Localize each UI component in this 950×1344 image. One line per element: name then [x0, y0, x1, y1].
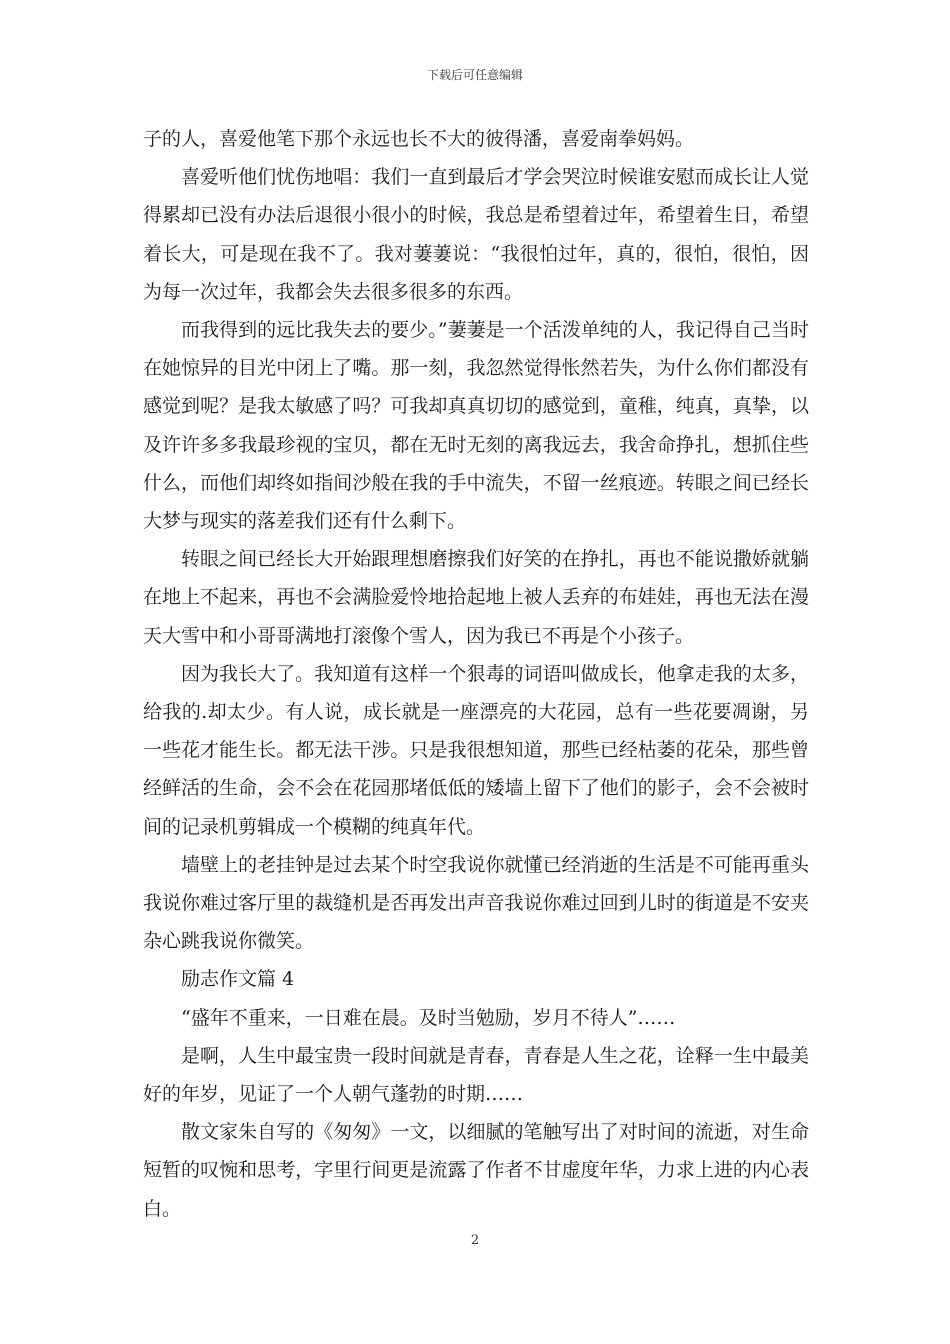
paragraph: “盛年不重来，一日难在晨。及时当勉励，岁月不待人”…… [181, 1006, 676, 1029]
section-heading: 励志作文篇 4 [181, 968, 295, 991]
document-body [143, 120, 809, 1228]
paragraph: 转眼之间已经长大开始跟理想磨擦我们好笑的在挣扎，再也不能说撒娇就躺在地上不起来，再也不会满脸爱怜地拾起地上被人丢弃的布娃娃，再也无法在漫天大雪中和小哥哥满地打滚像个雪人，因为我已不再是个小孩子。 [143, 548, 809, 647]
paragraph: 因为我长大了。我知道有这样一个狠毒的词语叫做成长，他拿走我的太多，给我的.却太少。有人说，成长就是一座漂亮的大花园，总有一些花要凋谢，另一些花才能生长。都无法干涉。只是我很想知道，那些已经枯萎的花朵，那些曾经鲜活的生命，会不会在花园那堵低低的矮墙上留下了他们的影子，会不会被时间的记录机剪辑成一个模糊的纯真年代。 [143, 662, 809, 838]
paragraph: 喜爱听他们忧伤地唱：我们一直到最后才学会哭泣时候谁安慰而成长让人觉得累却已没有办法后退很小很小的时候，我总是希望着过年，希望着生日，希望着长大，可是现在我不了。我对萋萋说：“我很怕过年，真的，很怕，很怕，因为每一次过年，我都会失去很多很多的东西。 [143, 166, 809, 303]
paragraph: 子的人，喜爱他笔下那个永远也长不大的彼得潘，喜爱南拳妈妈。 [143, 128, 695, 150]
paragraph: 而我得到的远比我失去的要少。”萋萋是一个活泼单纯的人，我记得自己当时在她惊异的目光中闭上了嘴。那一刻，我忽然觉得怅然若失，为什么你们都没有感觉到呢？是我太敏感了吗？可我却真真切切的感觉到，童稚，纯真，真挚，以及许许多多我最珍视的宝贝，都在无时无刻的离我远去，我舍命挣扎，想抓住些什么，而他们却终如指间沙般在我的手中流失，不留一丝痕迹。转眼之间已经长大梦与现实的落差我们还有什么剩下。 [143, 319, 809, 533]
paragraph: 墙壁上的老挂钟是过去某个时空我说你就懂已经消逝的生活是不可能再重头我说你难过客厅里的裁缝机是否再发出声音我说你难过回到儿时的街道是不安夹杂心跳我说你微笑。 [143, 853, 809, 953]
page-number: 2 [470, 1233, 480, 1248]
page-header: 下载后可任意编辑 [426, 68, 523, 82]
paragraph: 散文家朱自写的《匆匆》一文，以细腻的笔触写出了对时间的流逝，对生命短暂的叹惋和思考，字里行间更是流露了作者不甘虚度年华，力求上进的内心表白。 [143, 1121, 809, 1220]
paragraph: 是啊，人生中最宝贵一段时间就是青春，青春是人生之花，诠释一生中最美好的年岁，见证了一个人朝气蓬勃的时期…… [143, 1044, 809, 1106]
